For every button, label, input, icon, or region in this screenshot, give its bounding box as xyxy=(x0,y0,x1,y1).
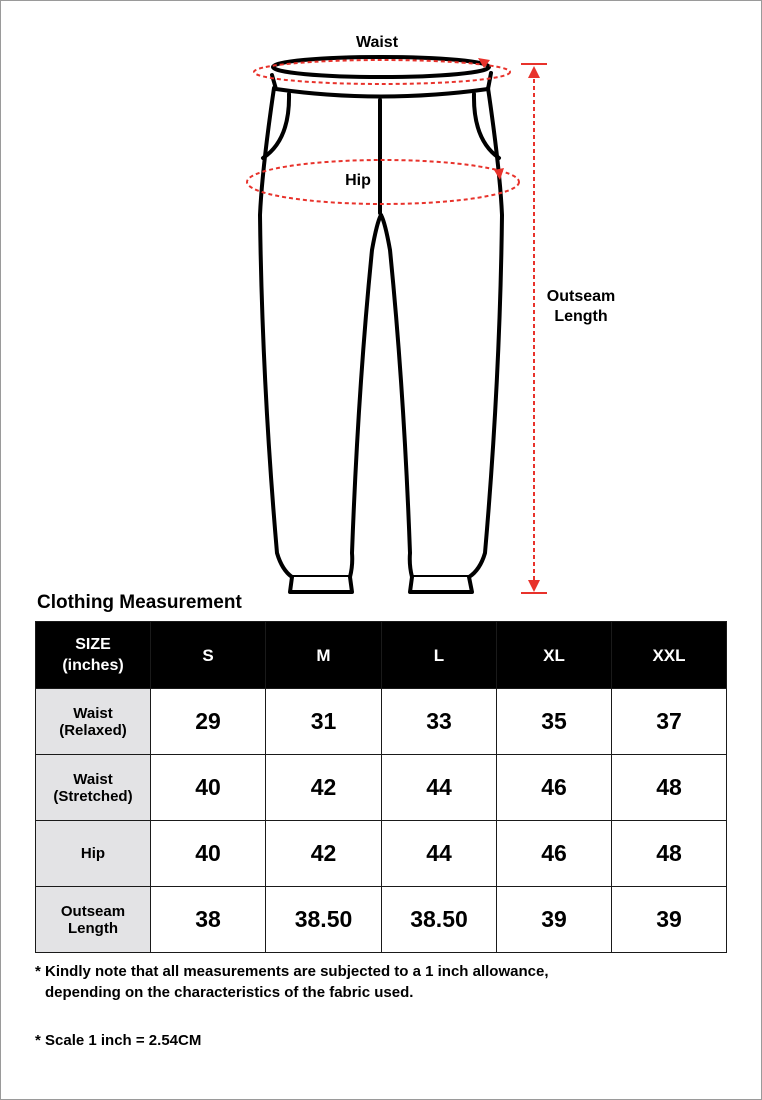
size-column-header: XL xyxy=(497,622,612,689)
size-column-header: XXL xyxy=(612,622,727,689)
outseam-label-line2: Length xyxy=(554,308,608,325)
row-label xyxy=(36,821,151,887)
allowance-note-line2: depending on the characteristics of the fabric used. xyxy=(45,984,414,1001)
size-column-header: L xyxy=(382,622,497,689)
table-cell: 38.50 xyxy=(382,887,497,953)
outseam-label xyxy=(536,287,626,327)
row-label-line1: Waist xyxy=(73,704,113,722)
size-chart-table xyxy=(35,621,727,953)
row-label-line1: Waist xyxy=(73,770,113,788)
row-label-line1: Outseam xyxy=(60,902,126,920)
section-title: Clothing Measurement xyxy=(37,592,242,613)
table-cell: 39 xyxy=(497,887,612,953)
table-cell: 40 xyxy=(151,755,266,821)
table-cell: 48 xyxy=(612,755,727,821)
table-cell: 33 xyxy=(382,689,497,755)
table-cell: 42 xyxy=(266,755,382,821)
right-leg xyxy=(381,88,502,577)
table-cell: 38 xyxy=(151,887,266,953)
table-cell: 44 xyxy=(382,755,497,821)
row-label-line2: (Relaxed) xyxy=(59,721,127,739)
table-cell: 42 xyxy=(266,821,382,887)
size-column-header: M xyxy=(266,622,382,689)
row-label xyxy=(36,755,151,821)
table-cell: 37 xyxy=(612,689,727,755)
left-leg xyxy=(260,88,381,577)
table-row xyxy=(36,755,727,821)
table-cell: 38.50 xyxy=(266,887,382,953)
table-cell: 29 xyxy=(151,689,266,755)
size-header-line2: (inches) xyxy=(62,657,124,674)
table-cell: 46 xyxy=(497,755,612,821)
table-cell: 48 xyxy=(612,821,727,887)
allowance-note xyxy=(35,961,549,1003)
size-header-line1: SIZE xyxy=(75,636,111,653)
right-cuff xyxy=(410,577,472,592)
scale-note: * Scale 1 inch = 2.54CM xyxy=(35,1032,202,1049)
size-column-header: S xyxy=(151,622,266,689)
outseam-bottom-arrow xyxy=(528,580,540,592)
pants-outline xyxy=(260,57,502,592)
hip-label: Hip xyxy=(345,172,371,189)
hip-arrow xyxy=(494,168,504,180)
allowance-note-line1: * Kindly note that all measurements are subjected to a 1 inch allowance, xyxy=(35,963,549,980)
row-label-line1: Hip xyxy=(80,845,106,862)
table-row xyxy=(36,689,727,755)
row-label xyxy=(36,689,151,755)
outseam-label-line1: Outseam xyxy=(546,288,616,305)
waist-label: Waist xyxy=(355,34,399,51)
table-cell: 39 xyxy=(612,887,727,953)
table-cell: 46 xyxy=(497,821,612,887)
table-cell: 44 xyxy=(382,821,497,887)
row-label-line2: Length xyxy=(68,919,118,937)
row-label-line2: (Stretched) xyxy=(53,787,133,805)
outseam-top-arrow xyxy=(528,66,540,78)
header-row xyxy=(36,622,727,689)
row-label xyxy=(36,887,151,953)
size-header-cell xyxy=(36,622,151,689)
table-cell: 35 xyxy=(497,689,612,755)
table-cell: 31 xyxy=(266,689,382,755)
left-cuff xyxy=(290,577,352,592)
table-cell: 40 xyxy=(151,821,266,887)
table-row xyxy=(36,821,727,887)
table-row xyxy=(36,887,727,953)
